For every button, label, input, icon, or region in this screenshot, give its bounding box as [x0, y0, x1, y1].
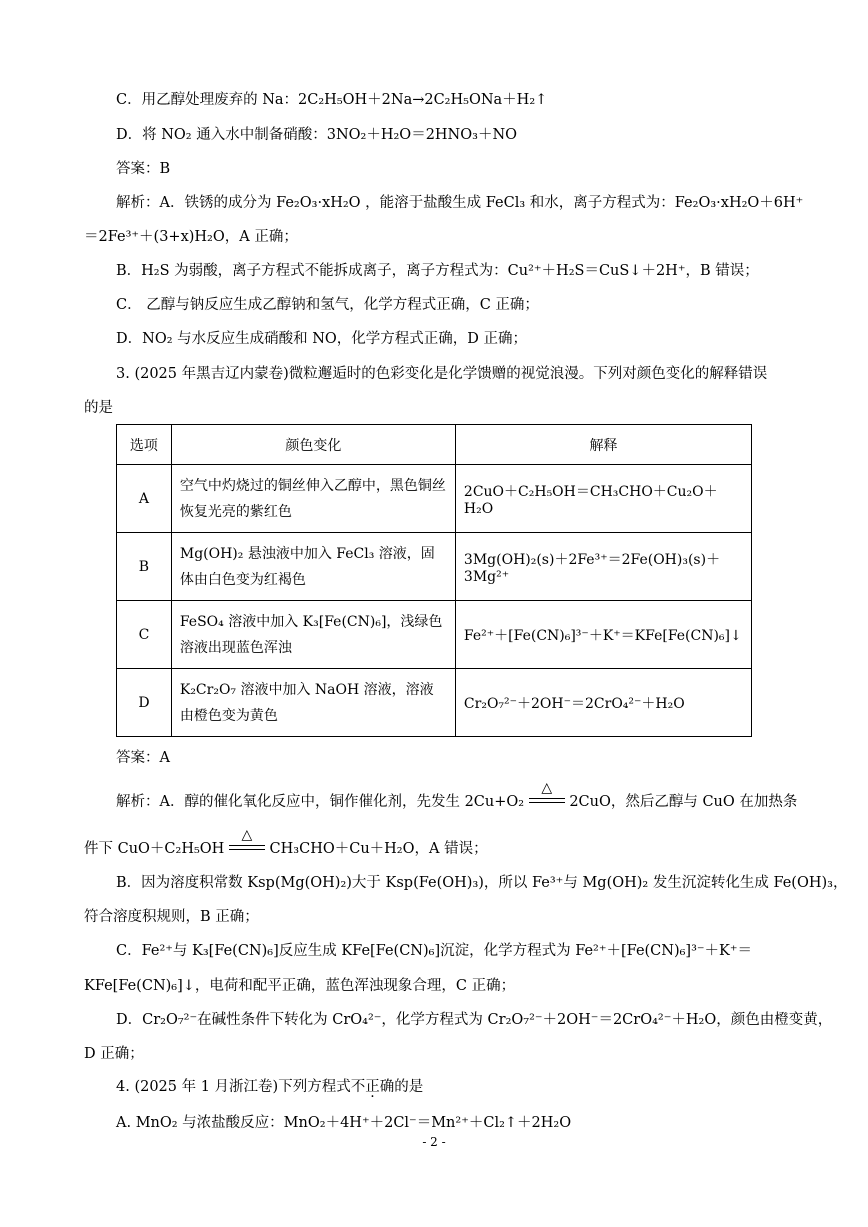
- line-c-option: C．用乙醇处理废弃的 Na：2C₂H₅OH＋2Na→2C₂H₅ONa＋H₂↑: [116, 92, 548, 108]
- analysis2-b-line1: B．因为溶度积常数 Ksp(Mg(OH)₂)大于 Ksp(Fe(OH)₃)，所以 Fe³⁺与 Mg(OH)₂ 发生沉淀转化生成 Fe(OH)₃，: [116, 875, 848, 891]
- row-change: Mg(OH)₂ 悬浊液中加入 FeCl₃ 溶液，固体由白色变为红褐色: [171, 533, 455, 601]
- answer-b: 答案：B: [116, 161, 171, 177]
- delta-icon: △: [241, 827, 253, 843]
- analysis-a-line2: ＝2Fe³⁺＋(3+x)H₂O，A 正确；: [84, 229, 298, 245]
- question-3-line2: 的是: [84, 400, 113, 416]
- analysis2-c-line2: KFe[Fe(CN)₆]↓，电荷和配平正确，蓝色浑浊现象合理，C 正确；: [84, 978, 516, 994]
- heating-condition-arrow: [229, 827, 265, 856]
- line-d-option: D．将 NO₂ 通入水中制备硝酸：3NO₂＋H₂O＝2HNO₃＋NO: [116, 127, 518, 143]
- heating-condition-arrow: [529, 780, 565, 809]
- analysis2-a-line2: [84, 827, 488, 859]
- analysis2-c-line1: C．Fe²⁺与 K₃[Fe(CN)₆]反应生成 KFe[Fe(CN)₆]沉淀，化学方程式为 Fe²⁺＋[Fe(CN)₆]³⁻＋K⁺＝: [116, 943, 753, 959]
- row-change: K₂Cr₂O₇ 溶液中加入 NaOH 溶液，溶液由橙色变为黄色: [171, 669, 455, 737]
- table-row: [117, 601, 752, 669]
- analysis2-a-line2-post: CH₃CHO＋Cu＋H₂O，A 错误；: [269, 841, 488, 857]
- analysis2-a-line1: [116, 780, 798, 812]
- table-header-change: 颜色变化: [171, 425, 455, 465]
- analysis2-d-line1: D．Cr₂O₇²⁻在碱性条件下转化为 CrO₄²⁻，化学方程式为 Cr₂O₇²⁻＋2OH⁻＝2CrO₄²⁻＋H₂O，颜色由橙变黄，: [116, 1012, 833, 1028]
- answer-a: 答案：A: [116, 750, 170, 766]
- row-change: 空气中灼烧过的铜丝伸入乙醇中，黑色铜丝恢复光亮的紫红色: [171, 465, 455, 533]
- analysis-c: C． 乙醇与钠反应生成乙醇钠和氢气，化学方程式正确，C 正确；: [116, 297, 539, 313]
- row-label: A: [117, 465, 172, 533]
- delta-icon: △: [541, 780, 553, 796]
- analysis-d: D．NO₂ 与水反应生成硝酸和 NO，化学方程式正确，D 正确；: [116, 331, 528, 347]
- analysis2-a-line2-pre: 件下 CuO＋C₂H₅OH: [84, 841, 225, 857]
- analysis-b: B．H₂S 为弱酸，离子方程式不能拆成离子，离子方程式为：Cu²⁺＋H₂S＝CuS↓＋2H⁺，B 错误；: [116, 263, 759, 279]
- row-explain: Cr₂O₇²⁻＋2OH⁻＝2CrO₄²⁻＋H₂O: [455, 669, 751, 737]
- page-number: - 2 -: [422, 1135, 446, 1149]
- row-change: FeSO₄ 溶液中加入 K₃[Fe(CN)₆]，浅绿色溶液出现蓝色浑浊: [171, 601, 455, 669]
- question-4: [116, 1077, 423, 1097]
- analysis-a-line1: 解析：A．铁锈的成分为 Fe₂O₃·xH₂O ，能溶于盐酸生成 FeCl₃ 和水，离子方程式为：Fe₂O₃·xH₂O＋6H⁺: [116, 195, 804, 211]
- question-4-option-a: A. MnO₂ 与浓盐酸反应：MnO₂＋4H⁺＋2Cl⁻＝Mn²⁺＋Cl₂↑＋2H₂O: [116, 1115, 572, 1131]
- row-explain: 3Mg(OH)₂(s)＋2Fe³⁺＝2Fe(OH)₃(s)＋3Mg²⁺: [455, 533, 751, 601]
- row-label: C: [117, 601, 172, 669]
- question-4-pre: 4. (2025 年 1 月浙江卷)下列方程式: [116, 1079, 351, 1095]
- row-label: D: [117, 669, 172, 737]
- options-table: [116, 424, 752, 737]
- table-row: [117, 533, 752, 601]
- question-4-post: 的是: [394, 1079, 424, 1095]
- analysis2-b-line2: 符合溶度积规则，B 正确；: [84, 909, 259, 925]
- question-3-line1: 3. (2025 年黑吉辽内蒙卷)微粒邂逅时的色彩变化是化学馈赠的视觉浪漫。下列对颜色变化的解释错误: [116, 366, 768, 382]
- table-header-explain: 解释: [455, 425, 751, 465]
- question-4-emphasis: 不正确: [350, 1079, 395, 1095]
- table-row: [117, 669, 752, 737]
- row-label: B: [117, 533, 172, 601]
- row-explain: Fe²⁺＋[Fe(CN)₆]³⁻＋K⁺＝KFe[Fe(CN)₆]↓: [455, 601, 751, 669]
- analysis2-a-line1-pre: 解析：A．醇的催化氧化反应中，铜作催化剂，先发生 2Cu+O₂: [116, 794, 525, 810]
- table-row: [117, 465, 752, 533]
- analysis2-a-line1-post: 2CuO，然后乙醇与 CuO 在加热条: [569, 794, 798, 810]
- analysis2-d-line2: D 正确；: [84, 1046, 144, 1062]
- table-header-option: 选项: [117, 425, 172, 465]
- row-explain: 2CuO＋C₂H₅OH＝CH₃CHO＋Cu₂O＋H₂O: [455, 465, 751, 533]
